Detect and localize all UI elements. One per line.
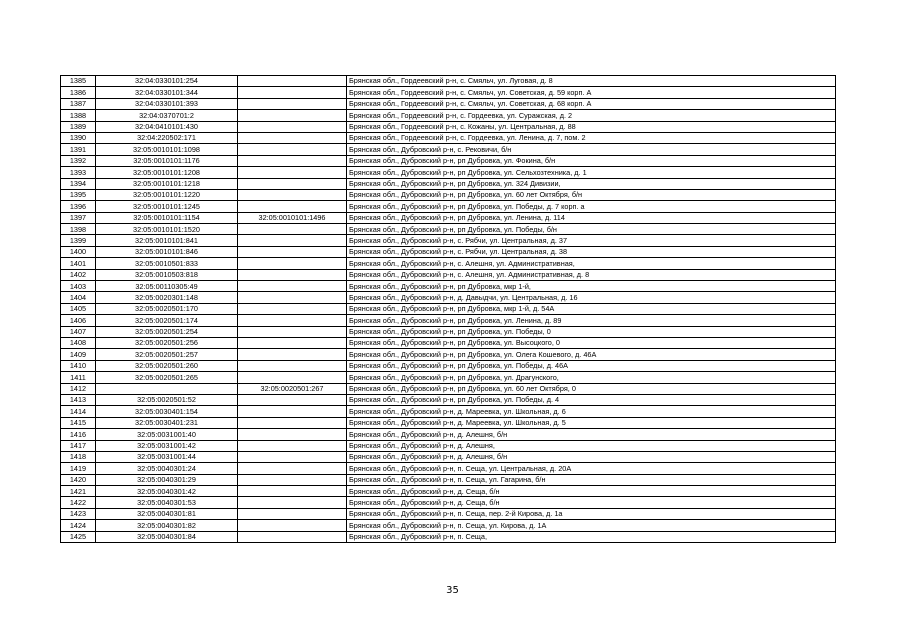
- cadastral-number-cell: 32:05:0040301:42: [96, 486, 238, 497]
- row-number-cell: 1412: [61, 383, 96, 394]
- cadastral-number-cell: 32:05:0020501:174: [96, 315, 238, 326]
- row-number-cell: 1397: [61, 212, 96, 223]
- row-number-cell: 1394: [61, 178, 96, 189]
- table-body: [61, 76, 836, 543]
- table-row: [61, 360, 836, 371]
- cadastral-number-cell: [96, 383, 238, 394]
- alt-cadastral-number-cell: [238, 189, 347, 200]
- address-cell: Брянская обл., Дубровский р-н, д. Давыдчи, ул. Центральная, д. 16: [347, 292, 836, 303]
- alt-cadastral-number-cell: [238, 486, 347, 497]
- cadastral-number-cell: 32:05:0040301:82: [96, 520, 238, 531]
- table-row: [61, 531, 836, 542]
- address-cell: Брянская обл., Дубровский р-н, п. Сеща, пер. 2-й Кирова, д. 1а: [347, 508, 836, 519]
- alt-cadastral-number-cell: [238, 474, 347, 485]
- table-row: [61, 212, 836, 223]
- cadastral-number-cell: 32:05:0040301:84: [96, 531, 238, 542]
- table-row: [61, 155, 836, 166]
- row-number-cell: 1389: [61, 121, 96, 132]
- table-row: [61, 406, 836, 417]
- cadastral-number-cell: 32:05:0020501:52: [96, 394, 238, 405]
- table-row: [61, 463, 836, 474]
- row-number-cell: 1410: [61, 360, 96, 371]
- row-number-cell: 1409: [61, 349, 96, 360]
- cadastral-number-cell: 32:04:220502:171: [96, 132, 238, 143]
- cadastral-number-cell: 32:05:0020301:148: [96, 292, 238, 303]
- cadastral-number-cell: 32:05:0010101:1218: [96, 178, 238, 189]
- row-number-cell: 1417: [61, 440, 96, 451]
- alt-cadastral-number-cell: [238, 303, 347, 314]
- page-number: 35: [446, 585, 459, 596]
- table-row: [61, 303, 836, 314]
- row-number-cell: 1395: [61, 189, 96, 200]
- table-row: [61, 520, 836, 531]
- alt-cadastral-number-cell: [238, 463, 347, 474]
- address-cell: Брянская обл., Дубровский р-н, рп Дубровка, мкр 1-й, д. 54А: [347, 303, 836, 314]
- table-row: [61, 337, 836, 348]
- address-cell: Брянская обл., Дубровский р-н, рп Дубровка, ул. Победы, д. 46А: [347, 360, 836, 371]
- alt-cadastral-number-cell: [238, 337, 347, 348]
- address-cell: Брянская обл., Дубровский р-н, с. Рябчи, ул. Центральная, д. 37: [347, 235, 836, 246]
- address-cell: Брянская обл., Дубровский р-н, рп Дубровка, ул. Победы, 0: [347, 326, 836, 337]
- address-cell: Брянская обл., Дубровский р-н, рп Дубровка, ул. Победы, б/н: [347, 224, 836, 235]
- alt-cadastral-number-cell: [238, 315, 347, 326]
- alt-cadastral-number-cell: 32:05:0010101:1496: [238, 212, 347, 223]
- address-cell: Брянская обл., Гордеевский р-н, с. Смяльч, ул. Луговая, д. 8: [347, 76, 836, 87]
- row-number-cell: 1400: [61, 246, 96, 257]
- row-number-cell: 1385: [61, 76, 96, 87]
- cadastral-number-cell: 32:05:0020501:256: [96, 337, 238, 348]
- cadastral-number-cell: 32:05:0040301:53: [96, 497, 238, 508]
- table-row: [61, 417, 836, 428]
- cadastral-number-cell: 32:05:0031001:40: [96, 429, 238, 440]
- address-cell: Брянская обл., Дубровский р-н, рп Дубровка, ул. Победы, д. 7 корп. а: [347, 201, 836, 212]
- address-cell: Брянская обл., Дубровский р-н, рп Дубровка, ул. Ленина, д. 89: [347, 315, 836, 326]
- address-cell: Брянская обл., Дубровский р-н, с. Рековичи, б/н: [347, 144, 836, 155]
- row-number-cell: 1419: [61, 463, 96, 474]
- row-number-cell: 1420: [61, 474, 96, 485]
- table-row: [61, 110, 836, 121]
- cadastral-number-cell: 32:05:0040301:81: [96, 508, 238, 519]
- cadastral-number-cell: 32:05:0040301:24: [96, 463, 238, 474]
- table-row: [61, 258, 836, 269]
- alt-cadastral-number-cell: [238, 292, 347, 303]
- address-cell: Брянская обл., Гордеевский р-н, с. Гордеевка, ул. Суражская, д. 2: [347, 110, 836, 121]
- cadastral-number-cell: 32:05:0020501:254: [96, 326, 238, 337]
- property-register-table: [60, 75, 836, 543]
- alt-cadastral-number-cell: [238, 121, 347, 132]
- row-number-cell: 1403: [61, 281, 96, 292]
- table-row: [61, 235, 836, 246]
- alt-cadastral-number-cell: [238, 201, 347, 212]
- address-cell: Брянская обл., Дубровский р-н, рп Дубровка, ул. 60 лет Октября, б/н: [347, 189, 836, 200]
- cadastral-number-cell: 32:05:00110305:49: [96, 281, 238, 292]
- address-cell: Брянская обл., Дубровский р-н, д. Сеща, б/н: [347, 486, 836, 497]
- alt-cadastral-number-cell: [238, 258, 347, 269]
- alt-cadastral-number-cell: [238, 417, 347, 428]
- table-row: [61, 87, 836, 98]
- address-cell: Брянская обл., Дубровский р-н, п. Сеща, ул. Центральная, д. 20А: [347, 463, 836, 474]
- cadastral-number-cell: 32:05:0010101:1208: [96, 167, 238, 178]
- address-cell: Брянская обл., Дубровский р-н, рп Дубровка, ул. 60 лет Октября, 0: [347, 383, 836, 394]
- cadastral-number-cell: 32:05:0020501:257: [96, 349, 238, 360]
- table-row: [61, 486, 836, 497]
- address-cell: Брянская обл., Дубровский р-н, д. Мареевка, ул. Школьная, д. 5: [347, 417, 836, 428]
- table-row: [61, 349, 836, 360]
- cadastral-number-cell: 32:05:0010101:1220: [96, 189, 238, 200]
- row-number-cell: 1386: [61, 87, 96, 98]
- cadastral-number-cell: 32:05:0031001:42: [96, 440, 238, 451]
- address-cell: Брянская обл., Дубровский р-н, п. Сеща,: [347, 531, 836, 542]
- address-cell: Брянская обл., Гордеевский р-н, с. Смяльч, ул. Советская, д. 68 корп. А: [347, 98, 836, 109]
- alt-cadastral-number-cell: [238, 98, 347, 109]
- address-cell: Брянская обл., Дубровский р-н, с. Алешня, ул. Административная,: [347, 258, 836, 269]
- cadastral-number-cell: 32:04:0330101:254: [96, 76, 238, 87]
- alt-cadastral-number-cell: [238, 497, 347, 508]
- address-cell: Брянская обл., Дубровский р-н, д. Мареевка, ул. Школьная, д. 6: [347, 406, 836, 417]
- address-cell: Брянская обл., Дубровский р-н, д. Алешня, б/н: [347, 429, 836, 440]
- cadastral-number-cell: 32:05:0020501:260: [96, 360, 238, 371]
- table-row: [61, 144, 836, 155]
- table-row: [61, 440, 836, 451]
- alt-cadastral-number-cell: [238, 508, 347, 519]
- row-number-cell: 1396: [61, 201, 96, 212]
- address-cell: Брянская обл., Дубровский р-н, п. Сеща, ул. Кирова, д. 1А: [347, 520, 836, 531]
- address-cell: Брянская обл., Дубровский р-н, д. Алешня,: [347, 440, 836, 451]
- cadastral-number-cell: 32:05:0010101:1245: [96, 201, 238, 212]
- address-cell: Брянская обл., Дубровский р-н, рп Дубровка, ул. Олега Кошевого, д. 46А: [347, 349, 836, 360]
- table-row: [61, 315, 836, 326]
- row-number-cell: 1406: [61, 315, 96, 326]
- alt-cadastral-number-cell: [238, 269, 347, 280]
- alt-cadastral-number-cell: [238, 167, 347, 178]
- cadastral-number-cell: 32:05:0020501:265: [96, 372, 238, 383]
- row-number-cell: 1408: [61, 337, 96, 348]
- row-number-cell: 1402: [61, 269, 96, 280]
- address-cell: Брянская обл., Гордеевский р-н, с. Смяльч, ул. Советская, д. 59 корп. А: [347, 87, 836, 98]
- table-row: [61, 167, 836, 178]
- alt-cadastral-number-cell: [238, 394, 347, 405]
- cadastral-number-cell: 32:05:0040301:29: [96, 474, 238, 485]
- alt-cadastral-number-cell: [238, 429, 347, 440]
- cadastral-number-cell: 32:04:0410101:430: [96, 121, 238, 132]
- alt-cadastral-number-cell: [238, 235, 347, 246]
- table-row: [61, 429, 836, 440]
- alt-cadastral-number-cell: [238, 360, 347, 371]
- alt-cadastral-number-cell: [238, 110, 347, 121]
- cadastral-number-cell: 32:05:0010101:841: [96, 235, 238, 246]
- row-number-cell: 1415: [61, 417, 96, 428]
- alt-cadastral-number-cell: [238, 144, 347, 155]
- table-row: [61, 394, 836, 405]
- table-row: [61, 497, 836, 508]
- cadastral-number-cell: 32:04:0370701:2: [96, 110, 238, 121]
- table-row: [61, 224, 836, 235]
- row-number-cell: 1411: [61, 372, 96, 383]
- table-row: [61, 269, 836, 280]
- cadastral-number-cell: 32:05:0010501:833: [96, 258, 238, 269]
- row-number-cell: 1405: [61, 303, 96, 314]
- address-cell: Брянская обл., Дубровский р-н, с. Рябчи, ул. Центральная, д. 38: [347, 246, 836, 257]
- table-row: [61, 326, 836, 337]
- row-number-cell: 1401: [61, 258, 96, 269]
- alt-cadastral-number-cell: [238, 520, 347, 531]
- row-number-cell: 1391: [61, 144, 96, 155]
- table-row: [61, 372, 836, 383]
- address-cell: Брянская обл., Гордеевский р-н, с. Гордеевка, ул. Ленина, д. 7, пом. 2: [347, 132, 836, 143]
- cadastral-number-cell: 32:05:0010101:1520: [96, 224, 238, 235]
- row-number-cell: 1407: [61, 326, 96, 337]
- row-number-cell: 1423: [61, 508, 96, 519]
- alt-cadastral-number-cell: [238, 372, 347, 383]
- cadastral-number-cell: 32:05:0020501:170: [96, 303, 238, 314]
- cadastral-number-cell: 32:05:0030401:231: [96, 417, 238, 428]
- address-cell: Брянская обл., Дубровский р-н, рп Дубровка, ул. Сельхозтехника, д. 1: [347, 167, 836, 178]
- alt-cadastral-number-cell: [238, 178, 347, 189]
- table-row: [61, 189, 836, 200]
- row-number-cell: 1392: [61, 155, 96, 166]
- alt-cadastral-number-cell: [238, 155, 347, 166]
- cadastral-number-cell: 32:05:0010101:1098: [96, 144, 238, 155]
- row-number-cell: 1421: [61, 486, 96, 497]
- row-number-cell: 1414: [61, 406, 96, 417]
- row-number-cell: 1398: [61, 224, 96, 235]
- alt-cadastral-number-cell: [238, 281, 347, 292]
- cadastral-number-cell: 32:04:0330101:344: [96, 87, 238, 98]
- cadastral-number-cell: 32:05:0010101:846: [96, 246, 238, 257]
- address-cell: Брянская обл., Дубровский р-н, рп Дубровка, ул. Драгунского,: [347, 372, 836, 383]
- table-row: [61, 246, 836, 257]
- cadastral-number-cell: 32:05:0010503:818: [96, 269, 238, 280]
- alt-cadastral-number-cell: [238, 326, 347, 337]
- alt-cadastral-number-cell: [238, 406, 347, 417]
- table-row: [61, 451, 836, 462]
- address-cell: Брянская обл., Дубровский р-н, рп Дубровка, ул. Высоцкого, 0: [347, 337, 836, 348]
- address-cell: Брянская обл., Дубровский р-н, рп Дубровка, ул. Фокина, б/н: [347, 155, 836, 166]
- row-number-cell: 1416: [61, 429, 96, 440]
- table-row: [61, 121, 836, 132]
- cadastral-number-cell: 32:04:0330101:393: [96, 98, 238, 109]
- row-number-cell: 1424: [61, 520, 96, 531]
- address-cell: Брянская обл., Дубровский р-н, рп Дубровка, ул. Победы, д. 4: [347, 394, 836, 405]
- alt-cadastral-number-cell: [238, 224, 347, 235]
- cadastral-number-cell: 32:05:0010101:1176: [96, 155, 238, 166]
- table-row: [61, 474, 836, 485]
- row-number-cell: 1413: [61, 394, 96, 405]
- row-number-cell: 1404: [61, 292, 96, 303]
- address-cell: Брянская обл., Дубровский р-н, рп Дубровка, мкр 1-й,: [347, 281, 836, 292]
- table-row: [61, 383, 836, 394]
- address-cell: Брянская обл., Дубровский р-н, рп Дубровка, ул. 324 Дивизии,: [347, 178, 836, 189]
- table-row: [61, 281, 836, 292]
- table-row: [61, 98, 836, 109]
- row-number-cell: 1399: [61, 235, 96, 246]
- address-cell: Брянская обл., Дубровский р-н, с. Алешня, ул. Административная, д. 8: [347, 269, 836, 280]
- row-number-cell: 1425: [61, 531, 96, 542]
- table-row: [61, 132, 836, 143]
- alt-cadastral-number-cell: 32:05:0020501:267: [238, 383, 347, 394]
- alt-cadastral-number-cell: [238, 440, 347, 451]
- cadastral-number-cell: 32:05:0030401:154: [96, 406, 238, 417]
- row-number-cell: 1388: [61, 110, 96, 121]
- address-cell: Брянская обл., Дубровский р-н, д. Сеща, б/н: [347, 497, 836, 508]
- cadastral-number-cell: 32:05:0031001:44: [96, 451, 238, 462]
- row-number-cell: 1393: [61, 167, 96, 178]
- alt-cadastral-number-cell: [238, 349, 347, 360]
- table-row: [61, 201, 836, 212]
- alt-cadastral-number-cell: [238, 76, 347, 87]
- row-number-cell: 1390: [61, 132, 96, 143]
- alt-cadastral-number-cell: [238, 451, 347, 462]
- alt-cadastral-number-cell: [238, 87, 347, 98]
- alt-cadastral-number-cell: [238, 132, 347, 143]
- table-row: [61, 292, 836, 303]
- alt-cadastral-number-cell: [238, 531, 347, 542]
- row-number-cell: 1387: [61, 98, 96, 109]
- table-row: [61, 178, 836, 189]
- row-number-cell: 1418: [61, 451, 96, 462]
- cadastral-number-cell: 32:05:0010101:1154: [96, 212, 238, 223]
- table-row: [61, 76, 836, 87]
- alt-cadastral-number-cell: [238, 246, 347, 257]
- row-number-cell: 1422: [61, 497, 96, 508]
- address-cell: Брянская обл., Дубровский р-н, рп Дубровка, ул. Ленина, д. 114: [347, 212, 836, 223]
- address-cell: Брянская обл., Гордеевский р-н, с. Кожаны, ул. Центральная, д. 88: [347, 121, 836, 132]
- table-row: [61, 508, 836, 519]
- address-cell: Брянская обл., Дубровский р-н, п. Сеща, ул. Гагарина, б/н: [347, 474, 836, 485]
- address-cell: Брянская обл., Дубровский р-н, д. Алешня, б/н: [347, 451, 836, 462]
